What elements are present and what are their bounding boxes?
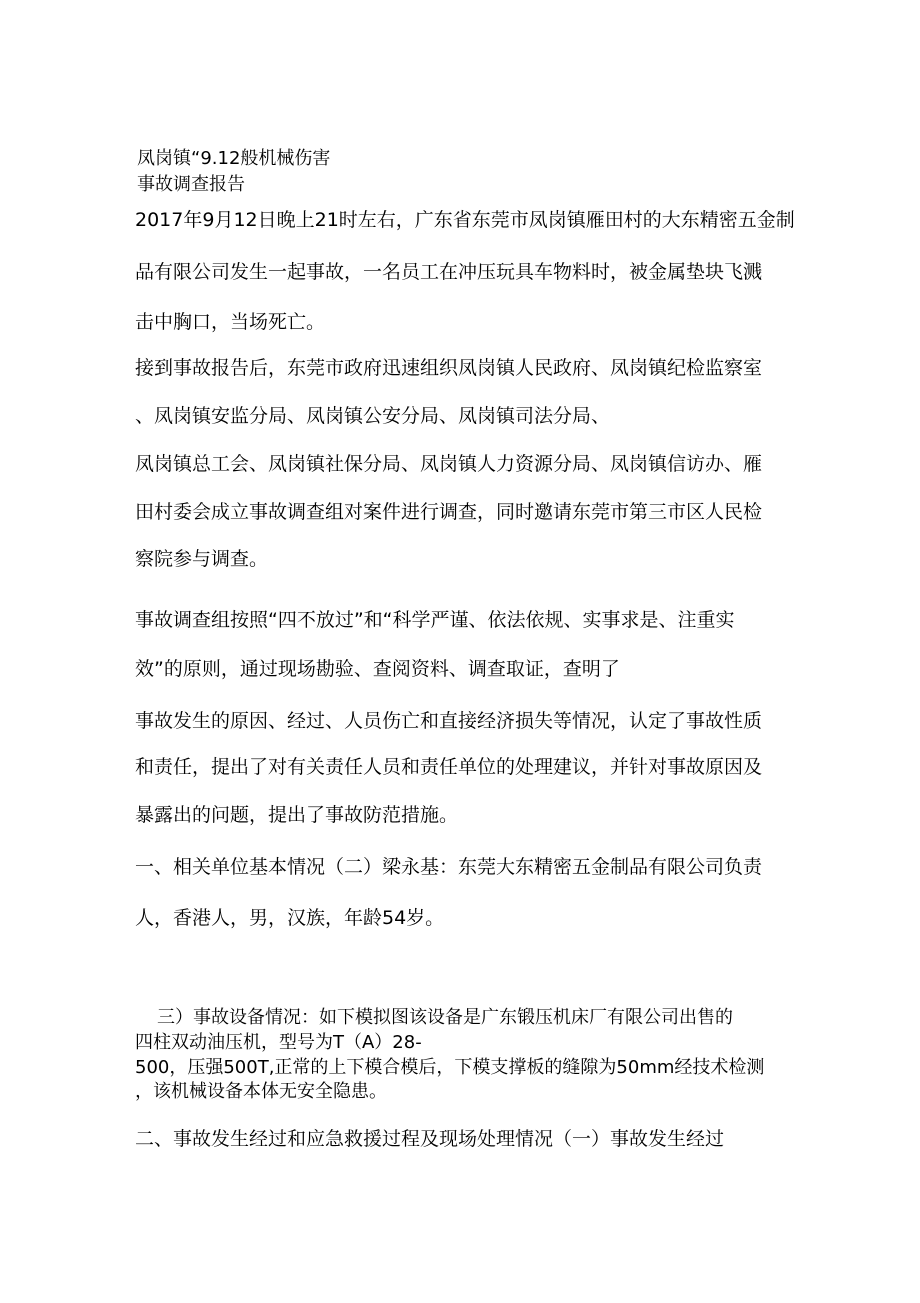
paragraph-5-line: 四柱双动油压机，型号为T（A）28- xyxy=(135,1032,422,1053)
paragraph-5-line: ，该机械设备本体无安全隐患。 xyxy=(135,1081,387,1102)
paragraph-5-line: 500，压强500T,正常的上下模合模后，下模支撑板的缝隙为50mm经技术检测 xyxy=(135,1057,765,1078)
paragraph-2-line: 察院参与调查。 xyxy=(135,548,269,570)
paragraph-2-line: 田村委会成立事故调查组对案件进行调查，同时邀请东莞市第三市区人民检 xyxy=(135,501,763,523)
paragraph-3-line: 事故发生的原因、经过、人员伤亡和直接经济损失等情况，认定了事故性质 xyxy=(135,710,763,732)
paragraph-5-line: 三）事故设备情况：如下模拟图该设备是广东锻压机床厂有限公司出售的 xyxy=(157,1007,733,1028)
paragraph-3-line: 效”的原则，通过现场勘验、查阅资料、调查取证，查明了 xyxy=(135,658,620,680)
paragraph-1-line: 击中胸口，当场死亡。 xyxy=(135,311,326,333)
paragraph-2-line: 、凤岗镇安监分局、凤岗镇公安分局、凤岗镇司法分局、 xyxy=(135,405,611,427)
paragraph-2-line: 接到事故报告后，东莞市政府迅速组织凤岗镇人民政府、凤岗镇纪检监察室 xyxy=(135,357,763,379)
paragraph-4-line: 一、相关单位基本情况（二）梁永基：东莞大东精密五金制品有限公司负责 xyxy=(135,856,763,878)
title-line-2: 事故调查报告 xyxy=(137,174,245,195)
paragraph-3-line: 事故调查组按照“四不放过”和“科学严谨、依法依规、实事求是、注重实 xyxy=(135,609,735,631)
paragraph-2-line: 凤岗镇总工会、凤岗镇社保分局、凤岗镇人力资源分局、凤岗镇信访办、雁 xyxy=(135,453,763,475)
paragraph-1-line: 2017年9月12日晚上21时左右，广东省东莞市凤岗镇雁田村的大东精密五金制 xyxy=(135,209,795,231)
paragraph-1-line: 品有限公司发生一起事故，一名员工在冲压玩具车物料时，被金属垫块飞溅 xyxy=(135,261,763,283)
paragraph-3-line: 暴露出的问题，提出了事故防范措施。 xyxy=(135,804,459,826)
paragraph-4-line: 人，香港人，男，汉族，年龄54岁。 xyxy=(135,907,445,929)
paragraph-3-line: 和责任，提出了对有关责任人员和责任单位的处理建议，并针对事故原因及 xyxy=(135,756,763,778)
title-line-1: 凤岗镇“9.12般机械伤害 xyxy=(137,148,331,169)
section-2-heading: 二、事故发生经过和应急救援过程及现场处理情况（一）事故发生经过 xyxy=(135,1128,725,1150)
